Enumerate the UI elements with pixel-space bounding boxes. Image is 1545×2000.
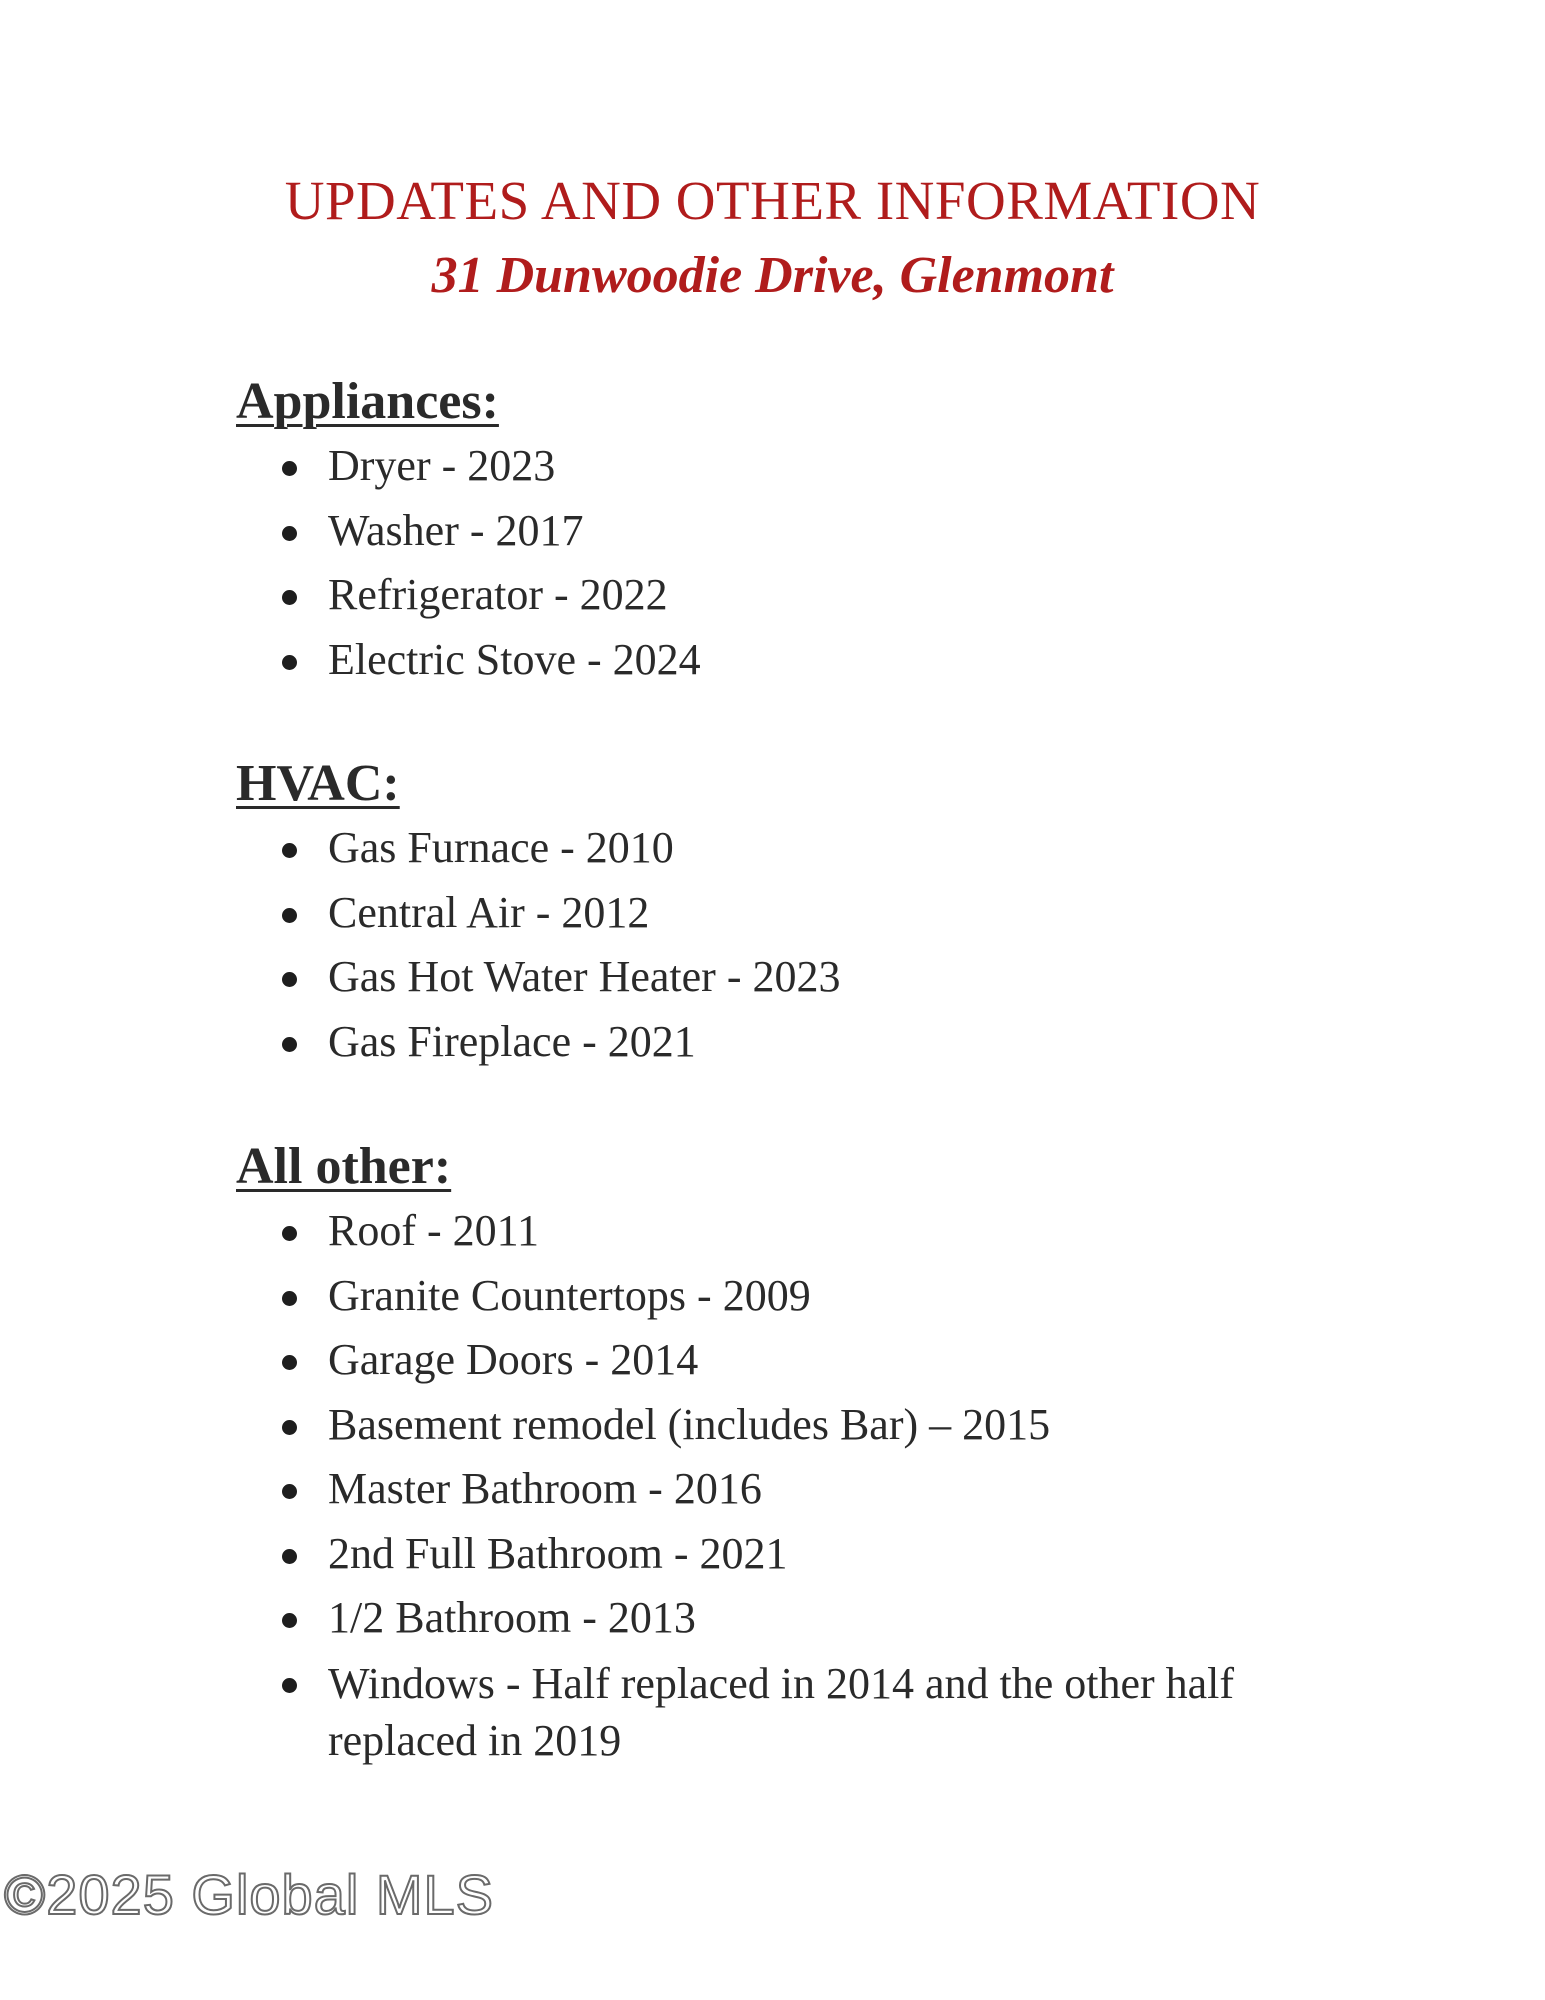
list-item-text: Central Air - 2012 bbox=[328, 887, 650, 937]
list-item bbox=[236, 1264, 1336, 1329]
list-item-text: Windows - Half replaced in 2014 and the other half replaced in 2019 bbox=[328, 1658, 1235, 1765]
bullet-icon bbox=[282, 1037, 297, 1052]
list-item bbox=[236, 1651, 1348, 1769]
list-item-text: 1/2 Bathroom - 2013 bbox=[328, 1593, 696, 1642]
page-title: UPDATES AND OTHER INFORMATION bbox=[284, 170, 1261, 231]
bullet-icon bbox=[282, 1355, 297, 1370]
list-item bbox=[236, 499, 1336, 564]
bullet-icon bbox=[282, 1613, 297, 1628]
section-hvac bbox=[236, 752, 1336, 1074]
list-item bbox=[236, 816, 1336, 881]
list-item bbox=[236, 945, 1336, 1010]
section-heading-all-other: All other: bbox=[236, 1138, 452, 1195]
appliances-list bbox=[236, 434, 1336, 692]
section-heading-hvac: HVAC: bbox=[236, 755, 400, 812]
section-heading-appliances: Appliances: bbox=[236, 373, 499, 430]
list-item-text: Refrigerator - 2022 bbox=[328, 570, 668, 619]
bullet-icon bbox=[282, 843, 297, 858]
bullet-icon bbox=[282, 1484, 297, 1499]
list-item bbox=[236, 1457, 1336, 1522]
copyright-watermark: ©2025 Global MLS bbox=[4, 1863, 494, 1926]
list-item-text: Washer - 2017 bbox=[328, 505, 584, 555]
list-item bbox=[236, 1393, 1336, 1458]
list-item-text: Gas Hot Water Heater - 2023 bbox=[328, 952, 841, 1001]
section-appliances bbox=[236, 370, 1336, 692]
bullet-icon bbox=[282, 1549, 297, 1564]
list-item bbox=[236, 1010, 1336, 1075]
bullet-icon bbox=[282, 1420, 297, 1435]
bullet-icon bbox=[282, 655, 297, 670]
section-all-other bbox=[236, 1135, 1336, 1769]
list-item-text: Master Bathroom - 2016 bbox=[328, 1464, 762, 1513]
list-item-text: Dryer - 2023 bbox=[328, 441, 556, 490]
list-item bbox=[236, 1586, 1336, 1651]
list-item bbox=[236, 628, 1336, 693]
list-item bbox=[236, 1199, 1336, 1264]
list-item-text: Garage Doors - 2014 bbox=[328, 1335, 699, 1384]
list-item bbox=[236, 434, 1336, 499]
list-item-text: Granite Countertops - 2009 bbox=[328, 1270, 811, 1320]
bullet-icon bbox=[282, 590, 297, 605]
bullet-icon bbox=[282, 1291, 297, 1306]
bullet-icon bbox=[282, 908, 297, 923]
list-item bbox=[236, 563, 1336, 628]
hvac-list bbox=[236, 816, 1336, 1074]
bullet-icon bbox=[282, 526, 297, 541]
list-item-text: Electric Stove - 2024 bbox=[328, 634, 701, 684]
list-item-text: Gas Fireplace - 2021 bbox=[328, 1016, 696, 1066]
bullet-icon bbox=[282, 1678, 297, 1693]
list-item-text: Basement remodel (includes Bar) – 2015 bbox=[328, 1399, 1051, 1449]
list-item-text: Gas Furnace - 2010 bbox=[328, 823, 674, 872]
bullet-icon bbox=[282, 972, 297, 987]
bullet-icon bbox=[282, 1226, 297, 1241]
list-item-text: 2nd Full Bathroom - 2021 bbox=[328, 1528, 788, 1578]
list-item bbox=[236, 1328, 1336, 1393]
list-item bbox=[236, 1522, 1336, 1587]
bullet-icon bbox=[282, 461, 297, 476]
property-address: 31 Dunwoodie Drive, Glenmont bbox=[431, 247, 1114, 304]
list-item-text: Roof - 2011 bbox=[328, 1206, 540, 1255]
all-other-list bbox=[236, 1199, 1336, 1769]
list-item bbox=[236, 881, 1336, 946]
